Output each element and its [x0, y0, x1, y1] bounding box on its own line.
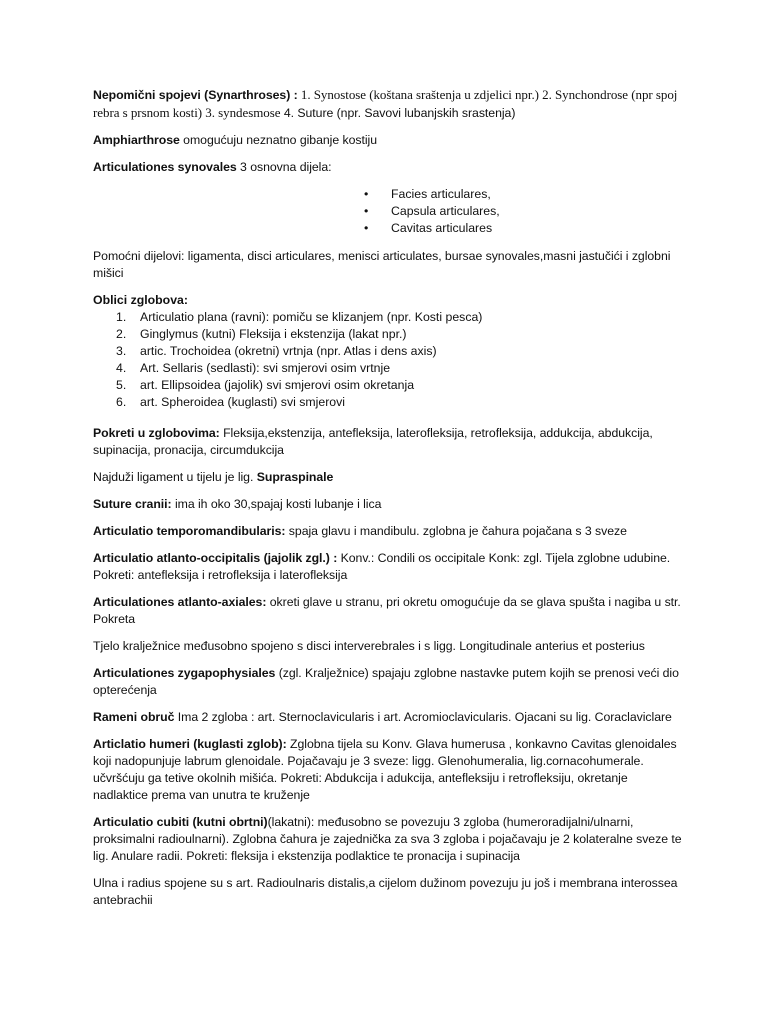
oblici-list	[93, 309, 683, 411]
paragraph-tjelo-kraljeznice	[93, 638, 683, 655]
temporomandibularis-text: spaja glavu i mandibulu. zglobna je čahura pojačana s 3 sveze	[285, 524, 627, 538]
synovales-parts-list	[93, 186, 683, 237]
pokreti-text: Fleksija,ekstenzija, antefleksija, laterofleksija, retrofleksija, addukcija, abdukcija, supinacija, pronacija, circumdukcija	[93, 426, 653, 457]
list-item	[93, 394, 683, 411]
term-cubiti: Articulatio cubiti (kutni obrtni)	[93, 815, 268, 829]
term-rameni-obruc: Rameni obruč	[93, 710, 175, 724]
list-item	[364, 203, 683, 220]
list-item	[93, 377, 683, 394]
list-item	[364, 186, 683, 203]
paragraph-temporomandibularis	[93, 523, 683, 540]
synarthroses-text: 1. Synostose (koštana sraštenja u zdjelici npr.) 2. Synchondrose (npr spoj rebra s prsnom kosti) 3. syndesmose	[93, 87, 678, 120]
paragraph-pokreti	[93, 425, 683, 459]
oblici-heading: Oblici zglobova:	[93, 293, 188, 307]
list-number: 6.	[116, 395, 127, 409]
paragraph-synarthroses	[93, 86, 683, 122]
rameni-obruc-text: Ima 2 zgloba : art. Sternoclavicularis i art. Acromioclavicularis. Ojacani su lig. Coraclaviclare	[174, 710, 672, 724]
humeri-text: Zglobna tijela su Konv. Glava humerusa , konkavno Cavitas glenoidales koji nadopunjuje labrum glenoidale. Pojačavaju je 3 sveze: ligg. Glenohumeralia, lig.cornacohumerale. učvršćuju ga tetive okolnih mišića. Pokreti: Abdukcija i adukcija, antefleksiju i retrofleksiju, okretanje nadlaktice prema van unutra te kruženje	[93, 737, 677, 802]
zygapophysiales-text: (zgl. Kralježnice) spajaju zglobne nastavke putem kojih se prenosi veći dio opterećenja	[93, 666, 679, 697]
ulna-radius-text: Ulna i radius spojene su s art. Radioulnaris distalis,a cijelom dužinom povezuju ju još i membrana interossea antebrachii	[93, 876, 678, 907]
list-number: 5.	[116, 378, 127, 392]
list-item	[93, 326, 683, 343]
list-item-text: art. Spheroidea (kuglasti) svi smjerovi	[140, 395, 346, 409]
list-number: 3.	[116, 344, 127, 358]
list-item-text: Facies articulares,	[391, 187, 491, 201]
list-item	[93, 343, 683, 360]
bullet-icon: •	[364, 221, 369, 235]
synovales-text: 3 osnovna dijela:	[236, 160, 332, 174]
list-item-text: Articulatio plana (ravni): pomiču se klizanjem (npr. Kosti pesca)	[140, 310, 483, 324]
paragraph-synovales	[93, 159, 683, 176]
paragraph-rameni-obruc	[93, 709, 683, 726]
term-atlanto-axiales: Articulationes atlanto-axiales:	[93, 595, 267, 609]
list-number: 4.	[116, 361, 127, 375]
list-item-text: Capsula articulares,	[391, 204, 500, 218]
atlanto-occipitalis-text: Konv.: Condili os occipitale Konk: zgl. Tijela zglobne udubine. Pokreti: antefleksija i retrofleksija i laterofleksija	[93, 551, 671, 582]
paragraph-atlanto-occipitalis	[93, 550, 683, 584]
atlanto-axiales-text: okreti glave u stranu, pri okretu omogućuje da se glava spušta i nagiba u str. Pokreta	[93, 595, 681, 626]
list-number: 1.	[116, 310, 127, 324]
amphiarthrose-text: omogućuju neznatno gibanje kostiju	[179, 133, 377, 147]
paragraph-suture-cranii	[93, 496, 683, 513]
ligament-text: Najduži ligament u tijelu je lig.	[93, 470, 257, 484]
term-atlanto-occipitalis: Articulatio atlanto-occipitalis (jajolik zgl.) :	[93, 551, 338, 565]
term-amphiarthrose: Amphiarthrose	[93, 133, 180, 147]
pomocni-dijelovi-text: Pomoćni dijelovi: ligamenta, disci articulares, menisci articulates, bursae synovales,masni jastučići i zglobni mišici	[93, 249, 671, 280]
paragraph-zygapophysiales	[93, 665, 683, 699]
list-item	[93, 309, 683, 326]
list-item-text: Ginglymus (kutni) Fleksija i ekstenzija (lakat npr.)	[140, 327, 407, 341]
term-temporomandibularis: Articulatio temporomandibularis:	[93, 524, 286, 538]
document-content	[93, 86, 683, 919]
term-suture-cranii: Suture cranii:	[93, 497, 172, 511]
list-item-text: art. Ellipsoidea (jajolik) svi smjerovi osim okretanja	[140, 378, 415, 392]
paragraph-amphiarthrose	[93, 132, 683, 149]
term-synovales: Articulationes synovales	[93, 160, 237, 174]
term-supraspinale: Supraspinale	[256, 470, 334, 484]
paragraph-humeri	[93, 736, 683, 804]
paragraph-cubiti	[93, 814, 683, 865]
paragraph-ulna-radius	[93, 875, 683, 909]
list-item-text: Cavitas articulares	[391, 221, 493, 235]
bullet-icon: •	[364, 204, 369, 218]
list-number: 2.	[116, 327, 127, 341]
term-pokreti: Pokreti u zglobovima:	[93, 426, 220, 440]
tjelo-kraljeznice-text: Tjelo kralježnice međusobno spojeno s disci interverebrales i s ligg. Longitudinale anterius et posterius	[93, 639, 645, 653]
list-item	[93, 360, 683, 377]
paragraph-atlanto-axiales	[93, 594, 683, 628]
paragraph-najduzi-ligament	[93, 469, 683, 486]
term-synarthroses: Nepomični spojevi (Synarthroses) :	[93, 88, 298, 102]
list-item-text: artic. Trochoidea (okretni) vrtnja (npr. Atlas i dens axis)	[140, 344, 437, 358]
bullet-icon: •	[364, 187, 369, 201]
list-item-text: Art. Sellaris (sedlasti): svi smjerovi osim vrtnje	[140, 361, 391, 375]
list-item	[364, 220, 683, 237]
term-zygapophysiales: Articulationes zygapophysiales	[93, 666, 276, 680]
paragraph-pomocni-dijelovi	[93, 248, 683, 282]
suture-cranii-text: ima ih oko 30,spajaj kosti lubanje i lica	[171, 497, 382, 511]
cubiti-text: (lakatni): međusobno se povezuju 3 zgloba (humeroradijalni/ulnarni, proksimalni radioulnarni). Zglobna čahura je zajednička za sva 3 zgloba i pojačavaju je 2 kolateralne sveze te lig. Anulare radii. Pokreti: fleksija i ekstenzija podlaktice te pronacija i supinacija	[93, 815, 682, 863]
term-humeri: Articlatio humeri (kuglasti zglob):	[93, 737, 287, 751]
synarthroses-text-end: 4. Suture (npr. Savovi lubanjskih srastenja)	[280, 106, 516, 120]
